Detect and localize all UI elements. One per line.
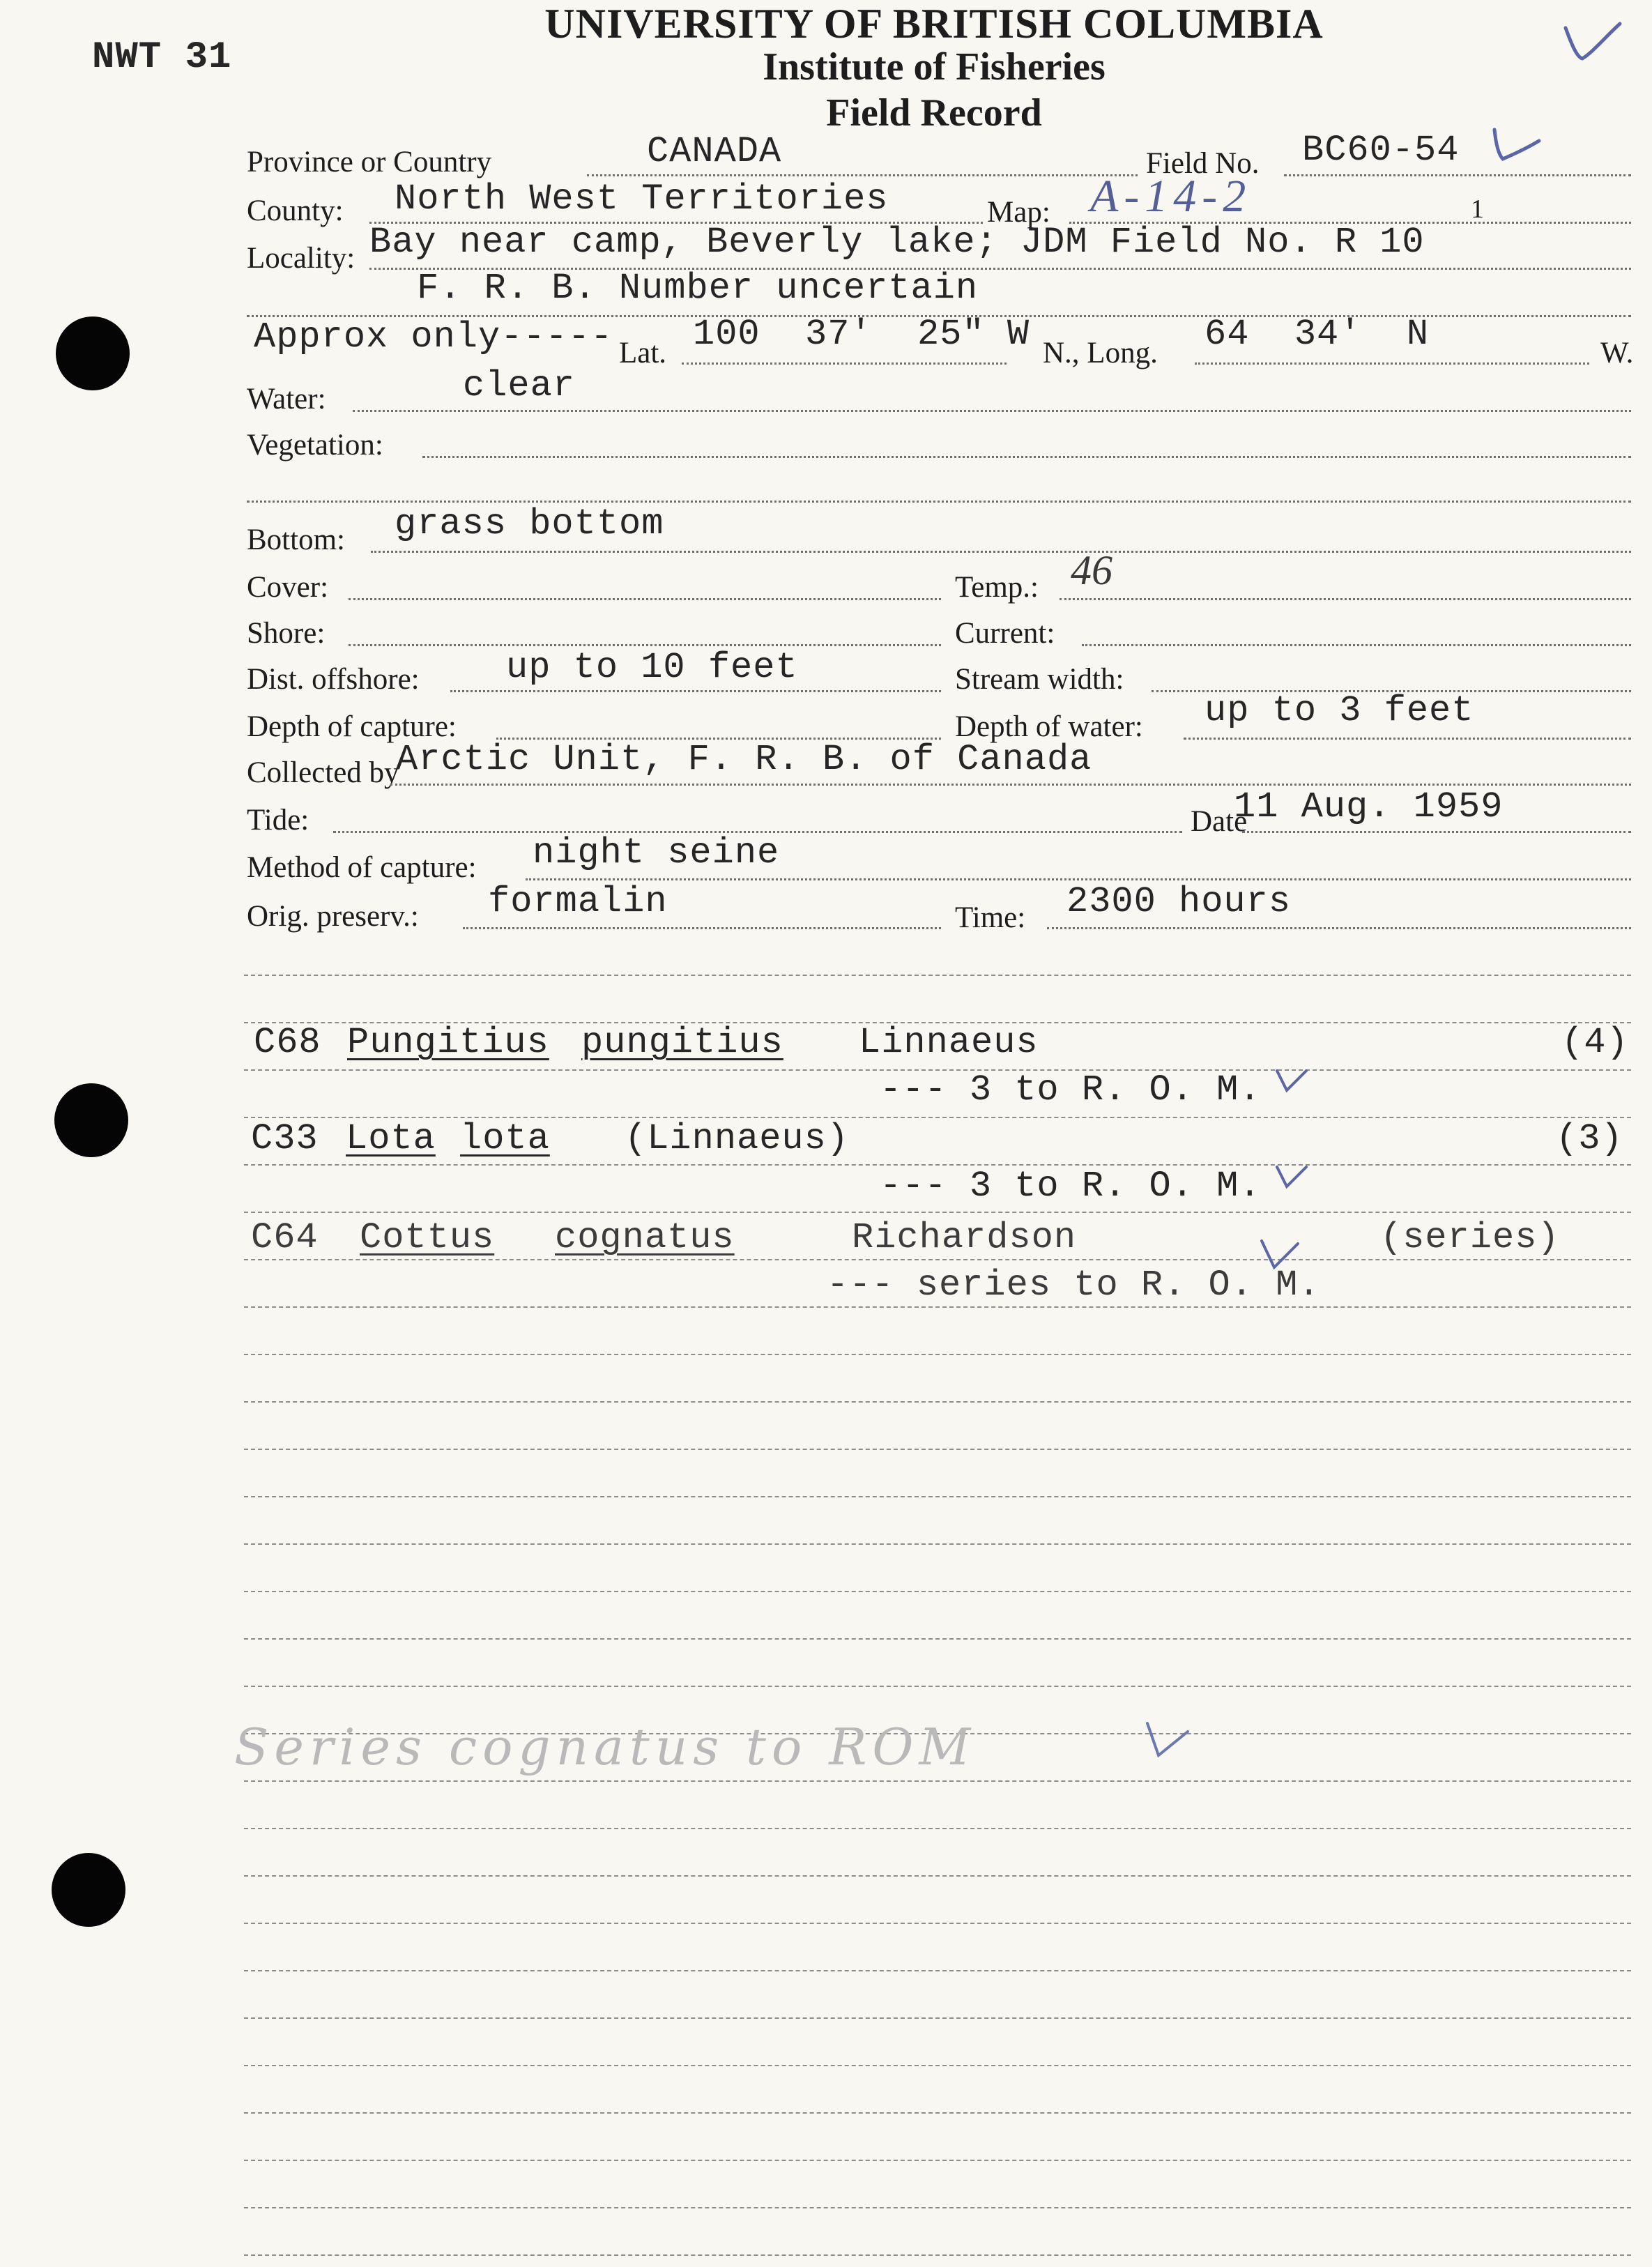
check-mark-icon	[1259, 1237, 1301, 1272]
ruled-line	[244, 1875, 1631, 1877]
vegetation-line-2	[247, 501, 1631, 503]
ruled-line	[244, 2112, 1631, 2114]
specimen-author: (Linnaeus)	[625, 1118, 850, 1159]
check-mark-icon	[1143, 1719, 1192, 1761]
specimen-count: (series)	[1380, 1217, 1560, 1258]
field-no-value: BC60-54	[1302, 130, 1460, 171]
cover-line	[349, 598, 941, 600]
shore-line	[349, 644, 941, 646]
date-line	[1242, 831, 1631, 833]
lat-line	[682, 362, 1007, 365]
map-suffix: 1	[1471, 194, 1484, 224]
water-line	[353, 410, 1631, 412]
shore-label: Shore:	[247, 617, 326, 650]
lat-label: Lat.	[619, 337, 667, 369]
method-value: night seine	[533, 832, 780, 873]
ruled-line	[244, 2160, 1631, 2161]
time-value: 2300 hours	[1066, 881, 1292, 922]
collected-by-label: Collected by	[247, 756, 399, 789]
corner-code: NWT 31	[92, 36, 232, 79]
depth-water-label: Depth of water:	[955, 710, 1143, 743]
specimen-genus: Cottus	[360, 1217, 495, 1258]
province-value: CANADA	[647, 131, 782, 172]
ruled-line	[244, 1780, 1631, 1782]
depth-water-value: up to 3 feet	[1204, 690, 1474, 731]
field-no-label: Field No.	[1146, 147, 1260, 180]
temp-label: Temp.:	[955, 571, 1039, 604]
specimen-species: pungitius	[581, 1022, 783, 1063]
lat-value: 100 37' 25" W	[693, 314, 1030, 355]
temp-line	[1060, 598, 1631, 600]
date-value: 11 Aug. 1959	[1234, 786, 1504, 827]
punch-hole-top	[56, 316, 130, 390]
specimen-count: (4)	[1561, 1022, 1629, 1063]
ruled-line	[244, 2207, 1631, 2208]
stream-width-label: Stream width:	[955, 663, 1124, 696]
current-label: Current:	[955, 617, 1055, 650]
bottom-line	[371, 551, 1631, 553]
ruled-line	[244, 1923, 1631, 1924]
specimen-note: --- 3 to R. O. M.	[880, 1166, 1262, 1207]
specimen-author: Linnaeus	[859, 1022, 1039, 1063]
specimen-species: cognatus	[555, 1217, 735, 1258]
ruled-line	[244, 2017, 1631, 2019]
ruled-line	[244, 1117, 1631, 1118]
ruled-line	[244, 1970, 1631, 1971]
specimen-count: (3)	[1556, 1118, 1623, 1159]
method-line	[526, 878, 1631, 880]
field-no-line	[1284, 174, 1631, 176]
long-label: N., Long.	[1043, 337, 1158, 369]
ruled-line	[244, 2254, 1631, 2256]
ruled-line	[244, 1354, 1631, 1355]
pencil-note: Series cognatus to ROM	[234, 1718, 977, 1776]
dist-offshore-value: up to 10 feet	[506, 647, 798, 688]
orig-preserv-value: formalin	[488, 881, 668, 922]
cover-label: Cover:	[247, 571, 329, 604]
ruled-line	[244, 1591, 1631, 1592]
specimen-author: Richardson	[852, 1217, 1077, 1258]
ruled-line	[244, 2065, 1631, 2066]
check-mark-icon	[1489, 123, 1545, 165]
temp-value: 46	[1071, 547, 1112, 593]
check-mark-icon	[1274, 1067, 1309, 1094]
map-value: A-14-2	[1090, 171, 1252, 222]
ruled-line	[244, 975, 1631, 976]
depth-water-line	[1184, 738, 1631, 740]
orig-preserv-line	[463, 927, 941, 929]
ruled-line	[244, 1638, 1631, 1640]
province-line	[587, 174, 1138, 176]
punch-hole-middle	[54, 1083, 128, 1157]
bottom-value: grass bottom	[395, 503, 664, 544]
date-label: Date	[1191, 805, 1248, 838]
ruled-line	[244, 1496, 1631, 1497]
specimen-code: C33	[251, 1118, 319, 1159]
bottom-label: Bottom:	[247, 524, 345, 556]
depth-capture-label: Depth of capture:	[247, 710, 457, 743]
map-label: Map:	[987, 196, 1050, 229]
method-label: Method of capture:	[247, 851, 477, 884]
province-label: Province or Country	[247, 146, 492, 178]
county-label: County:	[247, 194, 344, 227]
ruled-line	[244, 1686, 1631, 1687]
time-line	[1047, 927, 1631, 929]
orig-preserv-label: Orig. preserv.:	[247, 900, 419, 933]
dist-offshore-line	[450, 690, 941, 692]
locality-value-1: Bay near camp, Beverly lake; JDM Field No. R 10	[369, 222, 1425, 263]
specimen-code: C68	[254, 1022, 321, 1063]
ruled-line	[244, 1212, 1631, 1213]
current-line	[1082, 644, 1631, 646]
long-line	[1195, 362, 1589, 365]
specimen-genus: Lota	[346, 1118, 436, 1159]
w-label: W.	[1600, 337, 1634, 369]
ruled-line	[244, 1306, 1631, 1308]
punch-hole-bottom	[52, 1853, 125, 1927]
collected-by-line	[390, 784, 1631, 786]
institution-title: UNIVERSITY OF BRITISH COLUMBIA	[544, 1, 1324, 47]
vegetation-label: Vegetation:	[247, 429, 383, 461]
dist-offshore-label: Dist. offshore:	[247, 663, 420, 696]
form-title: Field Record	[826, 91, 1042, 135]
ruled-line	[244, 1543, 1631, 1545]
county-value: North West Territories	[395, 178, 889, 220]
water-value: clear	[463, 365, 576, 406]
tide-label: Tide:	[247, 804, 309, 837]
locality-label: Locality:	[247, 242, 355, 275]
specimen-genus: Pungitius	[347, 1022, 549, 1063]
ruled-line	[244, 1259, 1631, 1260]
specimen-note: --- 3 to R. O. M.	[880, 1069, 1262, 1110]
locality-value-2: F. R. B. Number uncertain	[417, 268, 979, 309]
long-value: 64 34' N	[1204, 314, 1430, 355]
vegetation-line-1	[422, 456, 1631, 458]
ruled-line	[244, 1449, 1631, 1450]
specimen-code: C64	[251, 1217, 319, 1258]
ruled-line	[244, 1401, 1631, 1403]
specimen-note: --- series to R. O. M.	[827, 1265, 1321, 1306]
approx-note: Approx only-----	[254, 316, 613, 358]
water-label: Water:	[247, 383, 326, 415]
institute-title: Institute of Fisheries	[763, 45, 1106, 89]
ruled-line	[244, 1828, 1631, 1829]
collected-by-value: Arctic Unit, F. R. B. of Canada	[396, 739, 1092, 780]
specimen-species: lota	[460, 1118, 550, 1159]
check-mark-icon	[1274, 1163, 1309, 1191]
time-label: Time:	[955, 901, 1026, 934]
